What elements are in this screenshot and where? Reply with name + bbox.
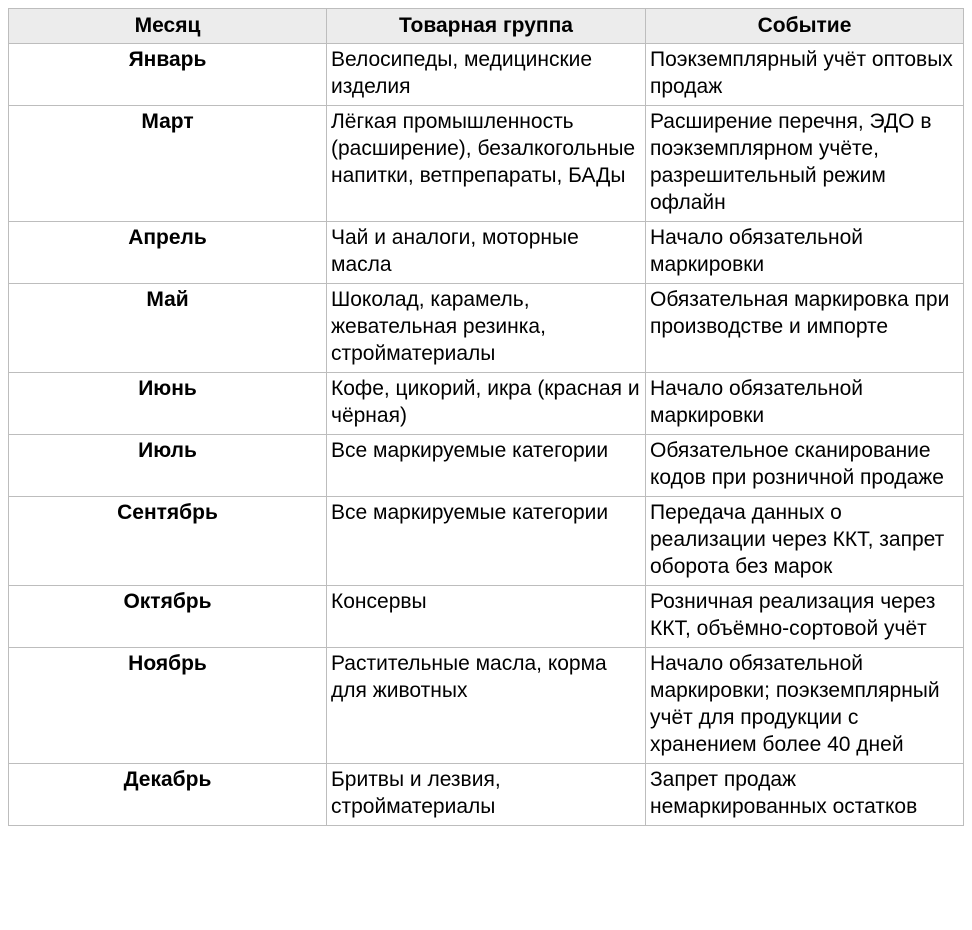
table-row — [9, 373, 964, 435]
cell-group: Лёгкая промышленность (расширение), безалкогольные напитки, ветпрепараты, БАДы — [327, 106, 646, 222]
table-row — [9, 44, 964, 106]
table-row — [9, 586, 964, 648]
table-row — [9, 435, 964, 497]
cell-event: Начало обязательной маркировки — [646, 373, 964, 435]
header-month: Месяц — [9, 9, 327, 44]
table-row — [9, 106, 964, 222]
cell-group: Консервы — [327, 586, 646, 648]
cell-month: Декабрь — [9, 764, 327, 826]
cell-group: Шоколад, карамель, жевательная резинка, стройматериалы — [327, 284, 646, 373]
header-event: Событие — [646, 9, 964, 44]
cell-event: Передача данных о реализации через ККТ, запрет оборота без марок — [646, 497, 964, 586]
cell-group: Все маркируемые категории — [327, 497, 646, 586]
cell-month: Октябрь — [9, 586, 327, 648]
cell-event: Розничная реализация через ККТ, объёмно-сортовой учёт — [646, 586, 964, 648]
table-row — [9, 497, 964, 586]
header-group: Товарная группа — [327, 9, 646, 44]
cell-month: Ноябрь — [9, 648, 327, 764]
cell-event: Обязательная маркировка при производстве и импорте — [646, 284, 964, 373]
cell-group: Бритвы и лезвия, стройматериалы — [327, 764, 646, 826]
header-row — [9, 9, 964, 44]
cell-month: Март — [9, 106, 327, 222]
cell-month: Июль — [9, 435, 327, 497]
cell-group: Все маркируемые категории — [327, 435, 646, 497]
cell-event: Начало обязательной маркировки; поэкземплярный учёт для продукции с хранением более 40 дней — [646, 648, 964, 764]
cell-month: Май — [9, 284, 327, 373]
cell-group: Растительные масла, корма для животных — [327, 648, 646, 764]
table-row — [9, 764, 964, 826]
cell-month: Январь — [9, 44, 327, 106]
cell-event: Расширение перечня, ЭДО в поэкземплярном учёте, разрешительный режим офлайн — [646, 106, 964, 222]
table-row — [9, 284, 964, 373]
table-container — [8, 8, 964, 826]
cell-event: Начало обязательной маркировки — [646, 222, 964, 284]
cell-month: Июнь — [9, 373, 327, 435]
cell-month: Апрель — [9, 222, 327, 284]
table-row — [9, 222, 964, 284]
cell-group: Кофе, цикорий, икра (красная и чёрная) — [327, 373, 646, 435]
cell-group: Чай и аналоги, моторные масла — [327, 222, 646, 284]
schedule-table — [8, 8, 964, 826]
cell-month: Сентябрь — [9, 497, 327, 586]
cell-event: Обязательное сканирование кодов при розничной продаже — [646, 435, 964, 497]
table-row — [9, 648, 964, 764]
cell-event: Поэкземплярный учёт оптовых продаж — [646, 44, 964, 106]
cell-group: Велосипеды, медицинские изделия — [327, 44, 646, 106]
cell-event: Запрет продаж немаркированных остатков — [646, 764, 964, 826]
